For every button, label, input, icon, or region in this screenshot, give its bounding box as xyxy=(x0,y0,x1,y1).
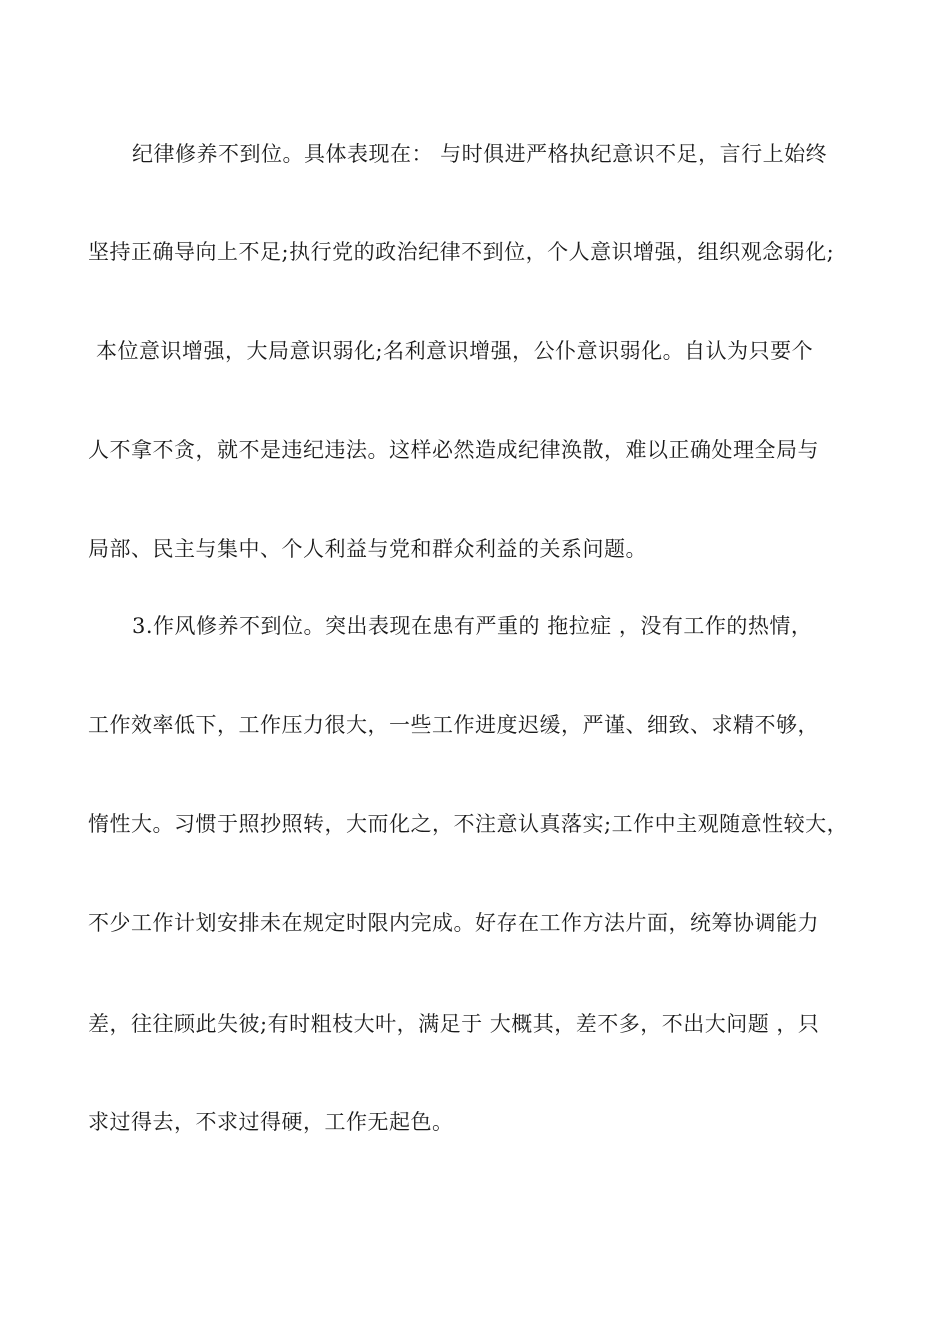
text-line-1: 纪律修养不到位。具体表现在： 与时俱进严格执纪意识不足，言行上始终 xyxy=(132,142,828,166)
text-line-10: 差，往往顾此失彼;有时粗枝大叶，满足于 大概其，差不多，不出大问题 ，只 xyxy=(88,1012,820,1036)
text-line-5: 局部、民主与集中、个人利益与党和群众利益的关系问题。 xyxy=(88,537,647,561)
text-line-6: 3.作风修养不到位。突出表现在患有严重的 拖拉症 ，没有工作的热情， xyxy=(132,614,813,638)
text-line-11: 求过得去，不求过得硬，工作无起色。 xyxy=(88,1110,454,1134)
text-line-9: 不少工作计划安排未在规定时限内完成。好存在工作方法片面，统筹协调能力 xyxy=(88,911,819,935)
text-line-8: 惰性大。习惯于照抄照转，大而化之，不注意认真落实;工作中主观随意性较大， xyxy=(88,812,849,836)
text-line-3: 本位意识增强，大局意识弱化;名利意识增强，公仆意识弱化。自认为只要个 xyxy=(96,339,814,363)
text-line-7: 工作效率低下，工作压力很大，一些工作进度迟缓，严谨、细致、求精不够， xyxy=(88,713,819,737)
text-line-4: 人不拿不贪，就不是违纪违法。这样必然造成纪律涣散，难以正确处理全局与 xyxy=(88,438,819,462)
text-line-2: 坚持正确导向上不足;执行党的政治纪律不到位，个人意识增强，组织观念弱化; xyxy=(88,240,835,264)
